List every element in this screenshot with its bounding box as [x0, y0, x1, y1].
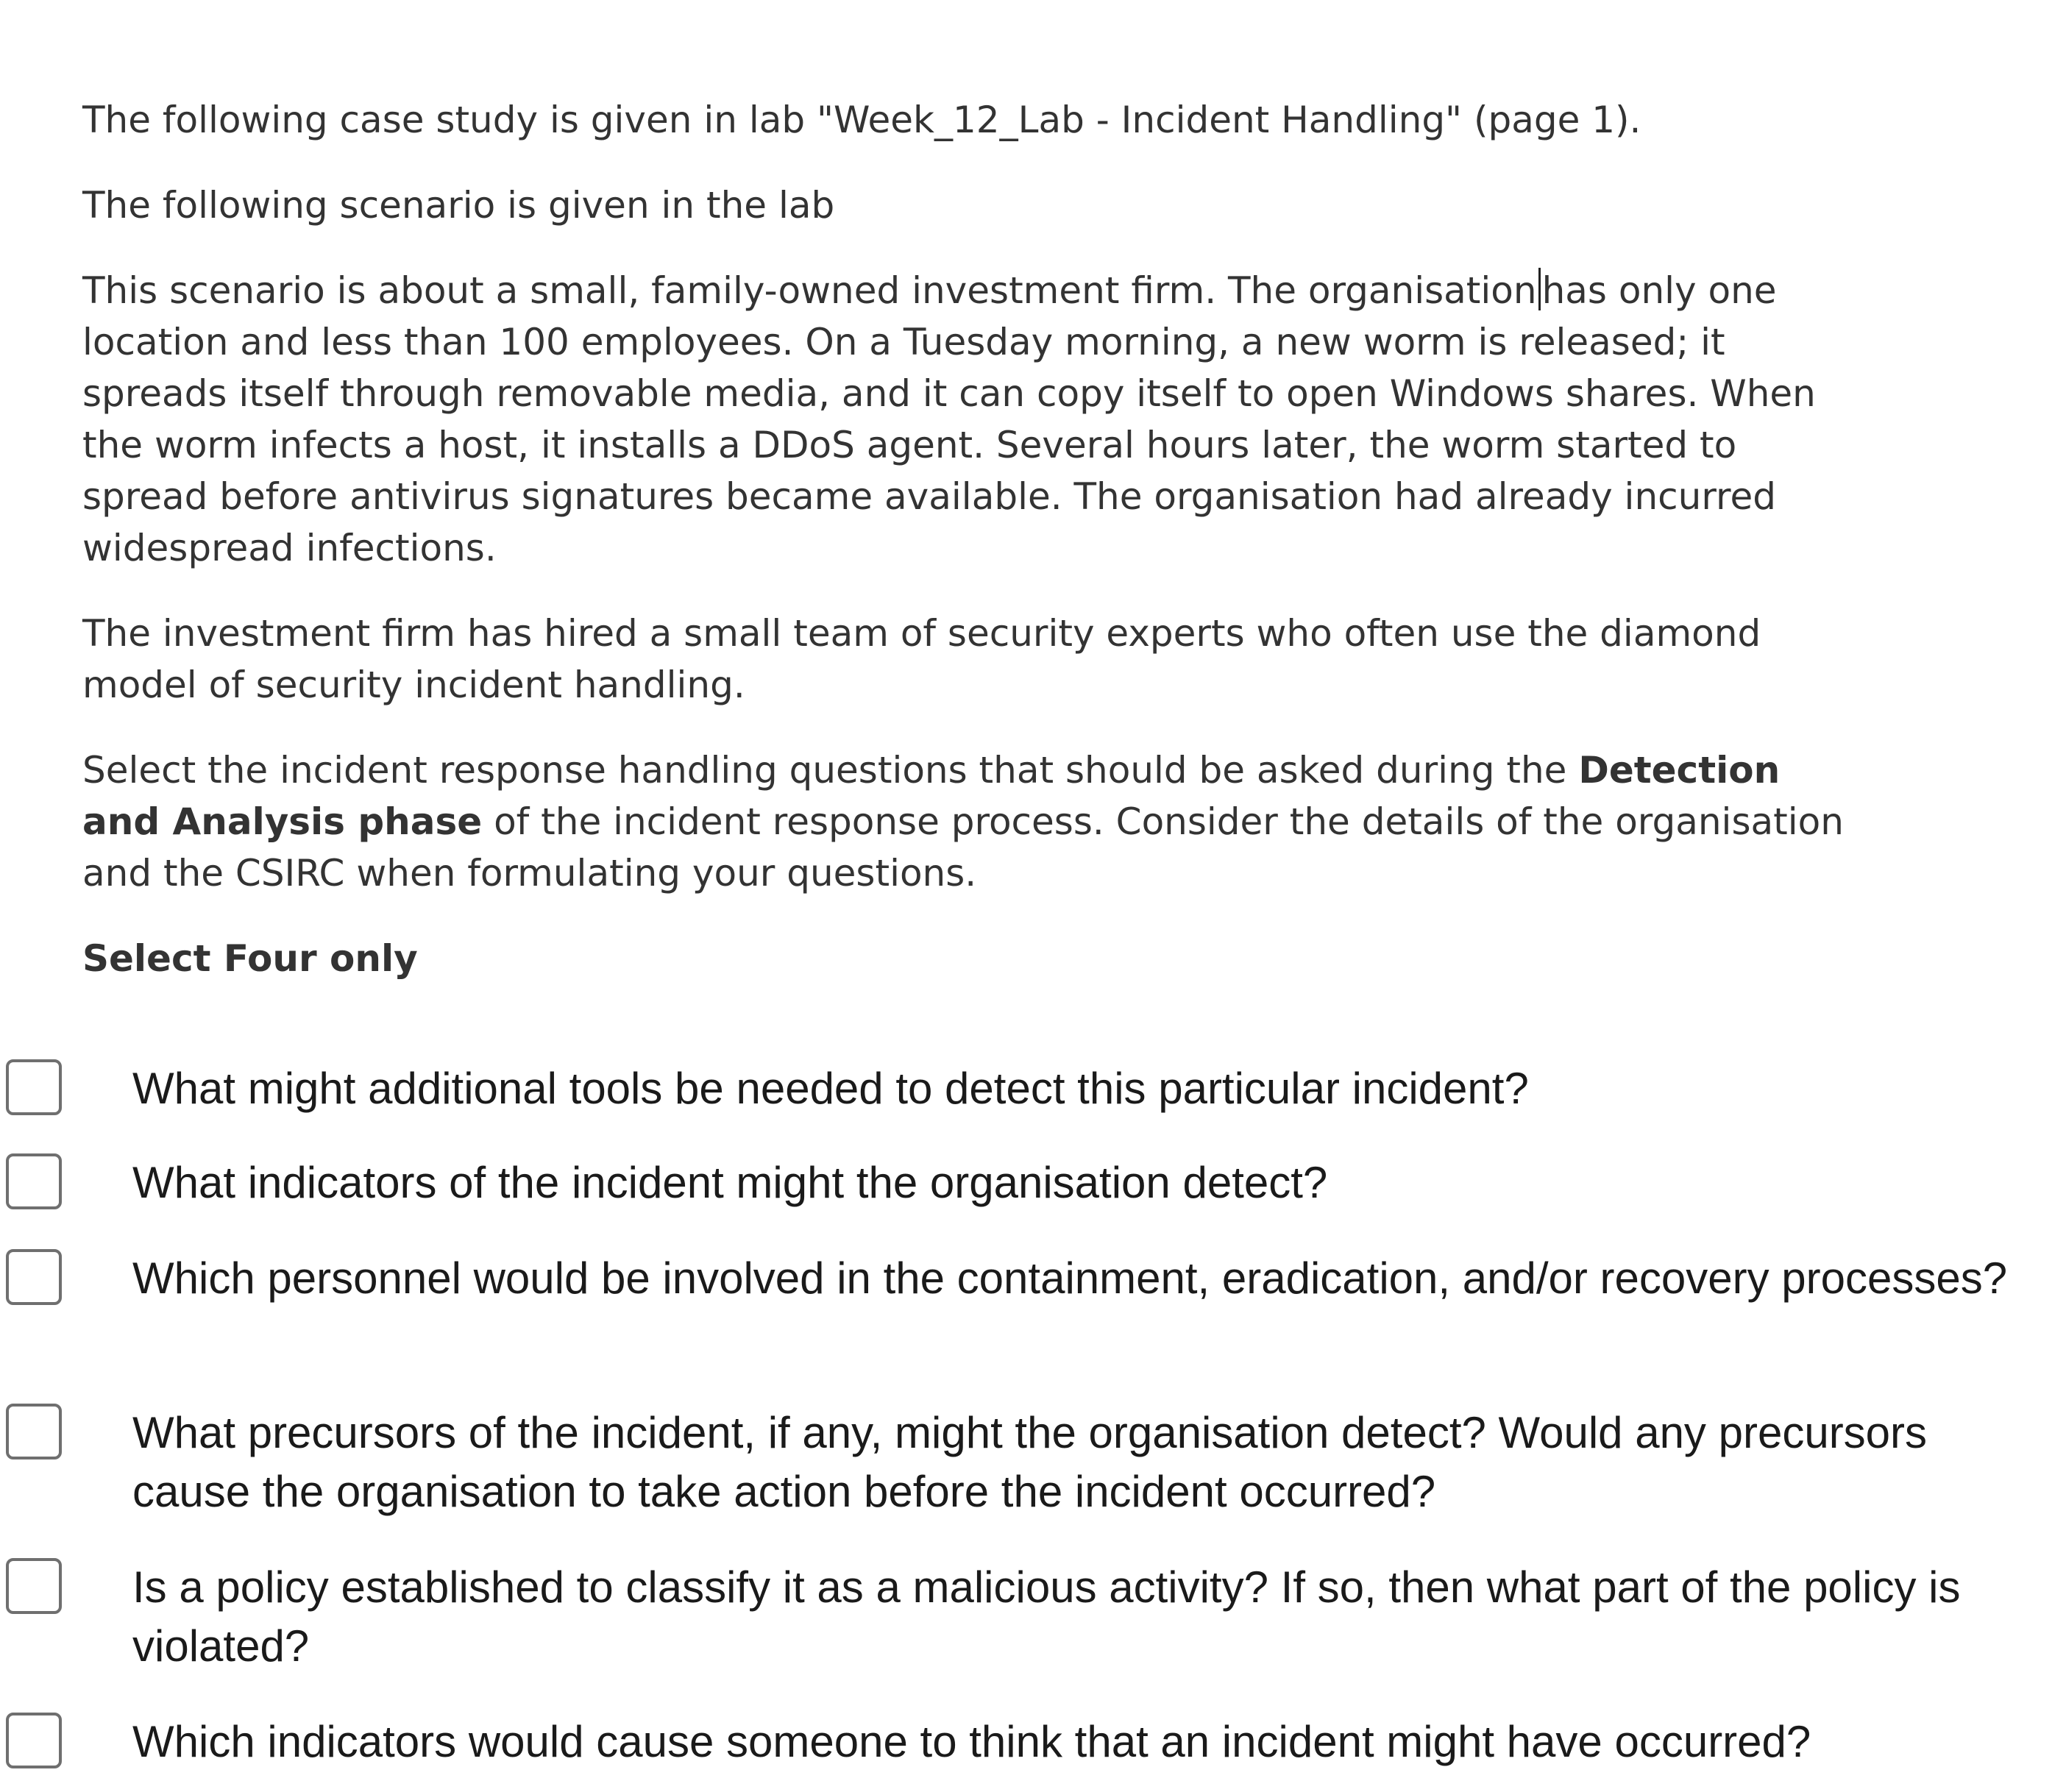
answer-option-text[interactable]: Which personnel would be involved in the containment, eradication, and/or recovery processes?	[132, 1254, 2008, 1303]
answer-option-text[interactable]: Which indicators would cause someone to think that an incident might have occurred?	[132, 1717, 1811, 1766]
answer-checkbox[interactable]	[6, 1404, 62, 1459]
instruction-phase: Detection and Analysis phase	[82, 749, 1781, 843]
answer-option-text[interactable]: What indicators of the incident might the organisation detect?	[132, 1158, 1328, 1207]
question-intro: The following case study is given in lab "Week_12_Lab - Incident Handling" (page 1).	[82, 99, 1641, 141]
select-count-note: Select Four only	[82, 937, 418, 980]
answer-checkbox[interactable]	[6, 1153, 62, 1209]
scenario-text-start: This scenario is about a small, family-owned investment firm. The organisation	[82, 269, 1537, 312]
answer-checkbox[interactable]	[6, 1558, 62, 1614]
answer-option-text[interactable]: Is a policy established to classify it as a malicious activity? If so, then what part of the policy is violated?	[132, 1562, 1961, 1671]
answer-checkbox[interactable]	[6, 1059, 62, 1115]
scenario-text-end: has only one location and less than 100 employees. On a Tuesday morning, a new worm is released; it spreads itself through removable media, and it can copy itself to open Windows shares. When the worm infects a host, it installs a DDoS agent. Several hours later, the worm started to spread before antivirus signatures became available. The organisation had already incurred widespread infections.	[82, 269, 1816, 569]
answer-checkbox[interactable]	[6, 1249, 62, 1305]
scenario-heading: The following scenario is given in the lab	[82, 184, 835, 227]
answer-checkbox[interactable]	[6, 1713, 62, 1768]
team-paragraph: The investment firm has hired a small team of security experts who often use the diamond model of security incident handling.	[82, 612, 1761, 706]
answer-option-text[interactable]: What might additional tools be needed to detect this particular incident?	[132, 1064, 1529, 1113]
instruction-text-end: of the incident response process. Consider the details of the organisation and the CSIRC when formulating your questions.	[82, 800, 1844, 895]
answer-option-text[interactable]: What precursors of the incident, if any, might the organisation detect? Would any precursors cause the organisation to take action before the incident occurred?	[132, 1408, 1928, 1516]
instruction-text-start: Select the incident response handling questions that should be asked during the	[82, 749, 1579, 792]
